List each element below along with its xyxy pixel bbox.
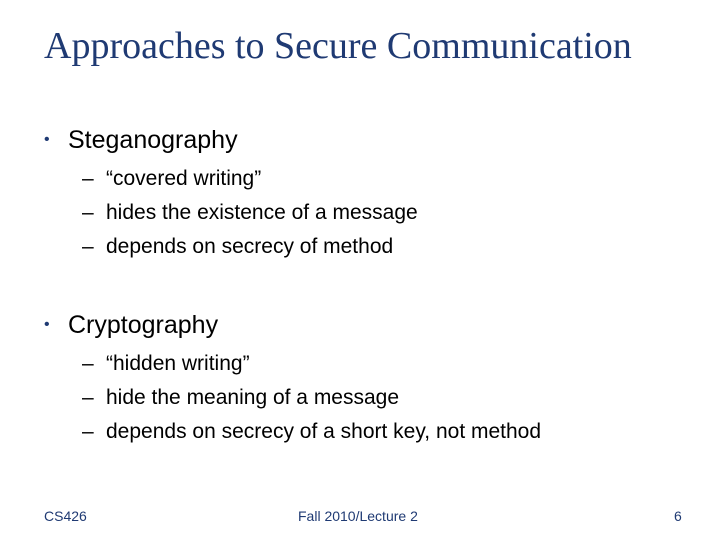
dash-icon: – xyxy=(82,352,94,375)
bullet-heading: Cryptography xyxy=(68,311,219,339)
bullet-heading: Steganography xyxy=(68,126,238,154)
sub-point-text: depends on secrecy of a short key, not method xyxy=(106,420,542,443)
footer-page-number: 6 xyxy=(674,508,682,524)
bullet-cryptography xyxy=(44,311,218,340)
sub-point xyxy=(82,386,399,410)
sub-point xyxy=(82,352,250,376)
dash-icon: – xyxy=(82,386,94,409)
sub-point-text: depends on secrecy of method xyxy=(106,235,394,258)
sub-point xyxy=(82,167,261,191)
sub-point xyxy=(82,420,541,444)
dash-icon: – xyxy=(82,235,94,258)
dash-icon: – xyxy=(82,201,94,224)
dash-icon: – xyxy=(82,167,94,190)
bullet-icon: • xyxy=(44,316,50,333)
slide-title: Approaches to Secure Communication xyxy=(44,25,632,67)
sub-point-text: “covered writing” xyxy=(106,167,262,190)
sub-point-text: hide the meaning of a message xyxy=(106,386,400,409)
sub-point-text: hides the existence of a message xyxy=(106,201,418,224)
sub-point xyxy=(82,235,393,259)
dash-icon: – xyxy=(82,420,94,443)
bullet-steganography xyxy=(44,126,238,155)
footer-lecture: Fall 2010/Lecture 2 xyxy=(298,508,418,524)
sub-point xyxy=(82,201,418,225)
footer-course: CS426 xyxy=(44,508,87,524)
sub-point-text: “hidden writing” xyxy=(106,352,250,375)
bullet-icon: • xyxy=(44,131,50,148)
